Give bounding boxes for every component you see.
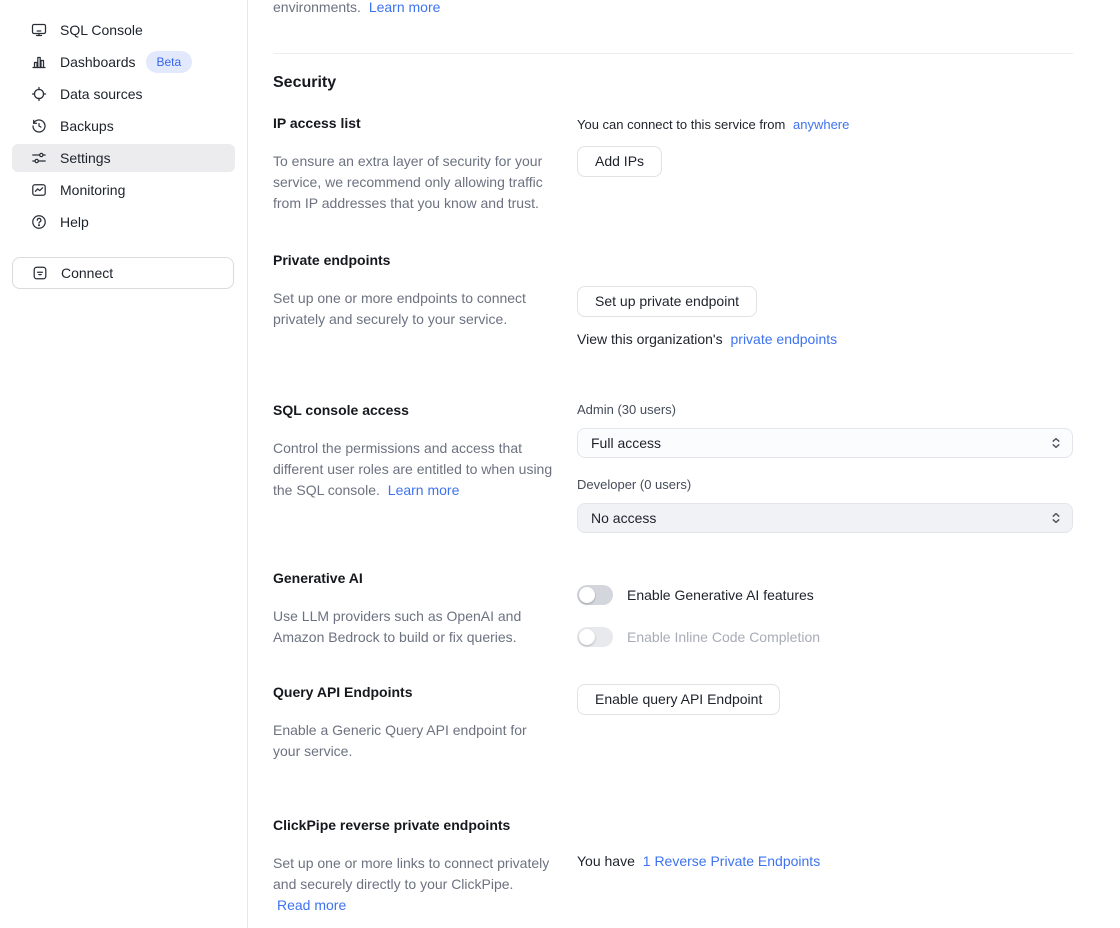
generative-ai-section	[273, 570, 1073, 648]
developer-role-label: Developer (0 users)	[577, 477, 692, 492]
inline-completion-toggle	[577, 627, 613, 647]
generative-ai-toggle-row	[577, 585, 1073, 605]
chevron-updown-icon	[1050, 436, 1062, 450]
read-more-link[interactable]: Read more	[277, 897, 347, 913]
admin-role-label: Admin (30 users)	[577, 402, 676, 417]
anywhere-link[interactable]: anywhere	[792, 117, 850, 132]
private-endpoints-link[interactable]: private endpoints	[730, 331, 838, 347]
security-section-title: Security	[273, 74, 337, 91]
query-api-endpoints-description: Enable a Generic Query API endpoint for your service.	[273, 722, 527, 759]
help-icon	[31, 214, 47, 230]
ip-access-list-description: To ensure an extra layer of security for your service, we recommend only allowing traffic from IP addresses that you know and trust.	[273, 153, 543, 211]
clickpipe-reverse-endpoints-section	[273, 817, 1073, 916]
admin-access-value: Full access	[591, 435, 662, 451]
add-ips-button[interactable]: Add IPs	[577, 146, 662, 177]
view-private-endpoints-line: View this organization's private endpoints	[577, 331, 838, 347]
sidebar-item-settings[interactable]	[12, 144, 235, 172]
private-endpoints-section	[273, 252, 1073, 347]
sidebar-item-label: Help	[60, 214, 89, 230]
sidebar	[0, 0, 248, 928]
learn-more-link-sql[interactable]: Learn more	[387, 482, 460, 498]
bar-chart-icon	[31, 54, 47, 70]
setup-private-endpoint-button[interactable]: Set up private endpoint	[577, 286, 757, 317]
developer-access-select[interactable]	[577, 503, 1073, 533]
sql-console-access-section	[273, 402, 1073, 533]
developer-access-value: No access	[591, 510, 657, 526]
enable-query-api-endpoint-button[interactable]: Enable query API Endpoint	[577, 684, 780, 715]
sidebar-item-label: Dashboards	[60, 54, 136, 70]
query-api-endpoints-section	[273, 684, 1073, 762]
reverse-private-endpoints-link[interactable]: 1 Reverse Private Endpoints	[642, 853, 821, 869]
sql-console-access-title: SQL console access	[273, 402, 409, 418]
sql-console-access-description: Control the permissions and access that different user roles are entitled to when using the SQL console. Learn more	[273, 440, 553, 498]
chevron-updown-icon	[1050, 511, 1062, 525]
sidebar-item-label: Monitoring	[60, 182, 126, 198]
history-icon	[31, 118, 47, 134]
generative-ai-title: Generative AI	[273, 570, 363, 586]
admin-access-select[interactable]	[577, 428, 1073, 458]
sidebar-item-monitoring[interactable]	[12, 176, 235, 204]
inline-completion-toggle-row	[577, 627, 1073, 647]
sidebar-item-backups[interactable]	[12, 112, 235, 140]
sidebar-item-help[interactable]	[12, 208, 235, 236]
connect-icon	[32, 265, 48, 281]
terminal-icon	[31, 22, 47, 38]
sidebar-item-data-sources[interactable]	[12, 80, 235, 108]
sidebar-item-label: SQL Console	[60, 22, 143, 38]
sidebar-item-sql-console[interactable]	[12, 16, 235, 44]
sidebar-item-dashboards[interactable]	[12, 48, 235, 76]
sidebar-item-label: Settings	[60, 150, 111, 166]
data-sources-icon	[31, 86, 47, 102]
sidebar-item-label: Data sources	[60, 86, 143, 102]
reverse-endpoints-status: You have 1 Reverse Private Endpoints	[577, 853, 821, 869]
ip-access-list-title: IP access list	[273, 115, 361, 131]
beta-badge: Beta	[146, 51, 193, 73]
clickpipe-reverse-endpoints-title: ClickPipe reverse private endpoints	[273, 817, 511, 833]
sidebar-item-label: Backups	[60, 118, 114, 134]
previous-section-tail: environments. Learn more	[273, 0, 441, 15]
ip-access-list-section	[273, 115, 1073, 214]
query-api-endpoints-title: Query API Endpoints	[273, 684, 413, 700]
connect-button-label: Connect	[61, 265, 114, 281]
generative-ai-toggle-label: Enable Generative AI features	[627, 587, 814, 603]
private-endpoints-description: Set up one or more endpoints to connect privately and securely to your service.	[273, 290, 526, 327]
private-endpoints-title: Private endpoints	[273, 252, 391, 268]
clickpipe-reverse-endpoints-description: Set up one or more links to connect privately and securely directly to your ClickPipe. Read more	[273, 855, 550, 913]
section-divider	[273, 53, 1073, 54]
settings-page	[248, 0, 1120, 928]
generative-ai-toggle[interactable]	[577, 585, 613, 605]
ip-access-status: You can connect to this service from anywhere	[577, 117, 850, 132]
connect-button[interactable]	[12, 257, 234, 289]
generative-ai-description: Use LLM providers such as OpenAI and Amazon Bedrock to build or fix queries.	[273, 608, 522, 645]
monitoring-icon	[31, 182, 47, 198]
inline-completion-toggle-label: Enable Inline Code Completion	[627, 629, 821, 645]
sliders-icon	[31, 150, 47, 166]
learn-more-link-top[interactable]: Learn more	[368, 0, 441, 15]
